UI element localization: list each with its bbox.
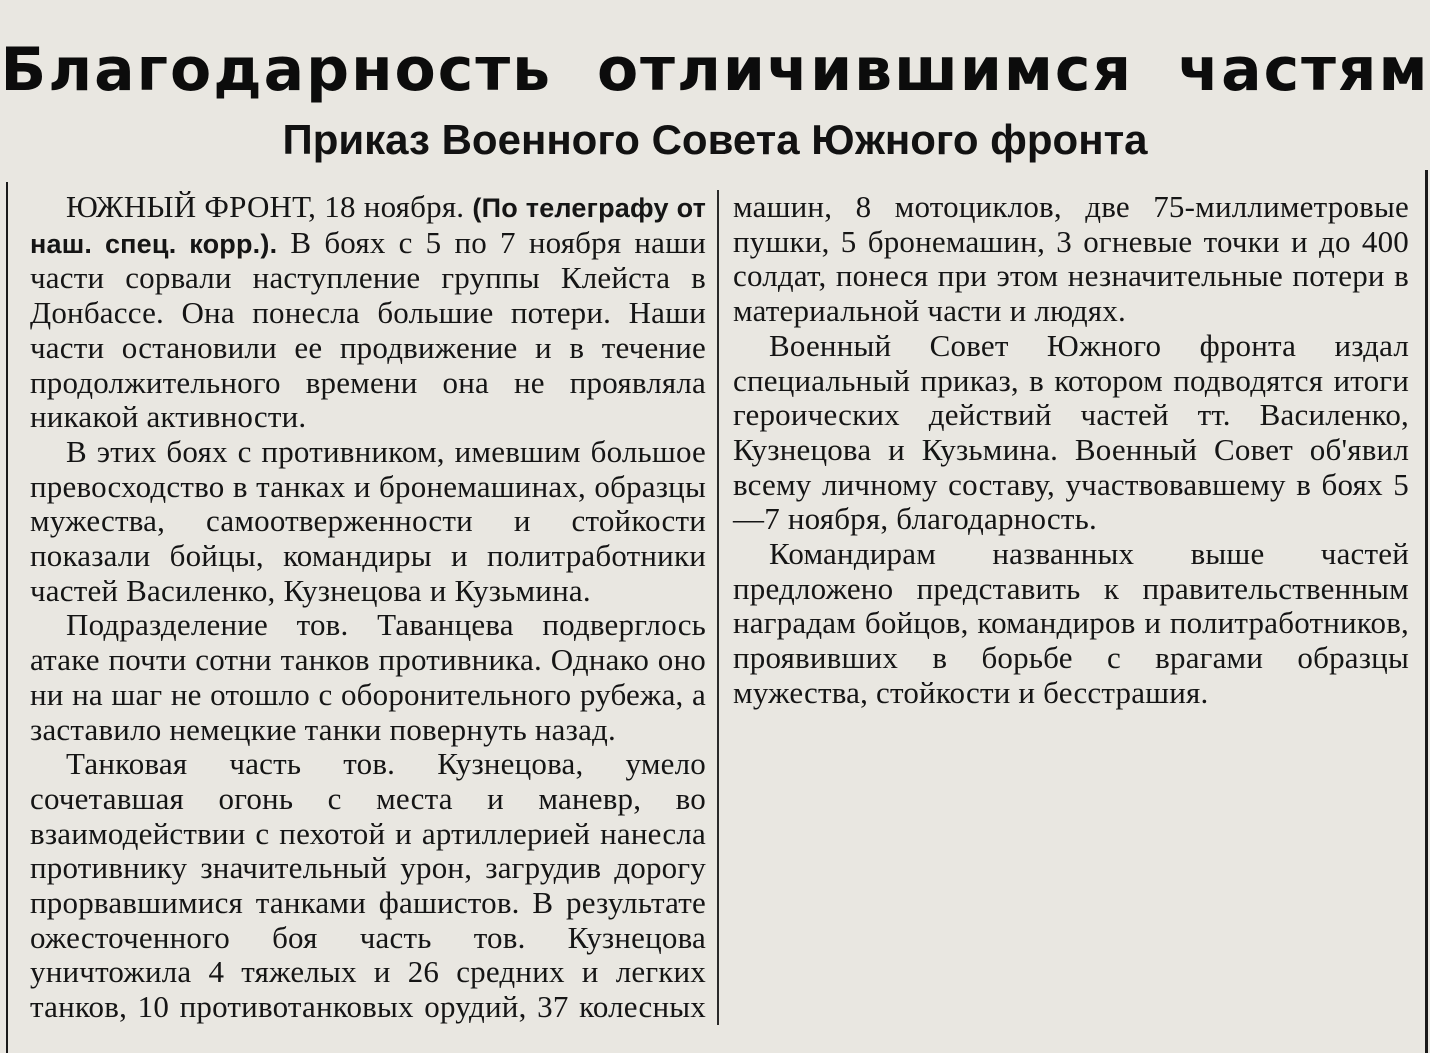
article-paragraph-1 [30,190,706,435]
article-paragraph-5: Военный Совет Южного фронта издал специальный приказ, в котором подводятся итоги героических действий частей тт. Василенко, Кузнецова и Кузьмина. Военный Совет об'явил всему личному составу, участвовавшему в боях 5—7 ноября, благодарность. [733,327,1409,537]
article-paragraph-4: Танковая часть тов. Кузнецова, умело сочетавшая огонь с места и маневр, во взаимодействии с пехотой и артиллерией нанесла противнику значительный урон, загрудив дорогу прорвавшимися танками фашистов. В результате ожесточенного боя часть тов. Кузнецова уничтожила 4 тяжелых и 26 средних и легких танков, 10 противотанковых орудий, 37 колесных [30,746,706,1025]
dateline: ЮЖНЫЙ ФРОНТ, 18 ноября. [66,189,465,224]
left-rule [6,182,8,1053]
article-paragraph-2: В этих боях с противником, имевшим большое превосходство в танках и бронемашинах, образцы мужества, самоотверженности и стойкости показали бойцы, командиры и политработники частей Василенко, Кузнецова и Кузьмина. [30,433,706,608]
paragraph-1-body: В боях с 5 по 7 ноября наши части сорвали наступление группы Клейста в Донбассе. Она понесла большие потери. Наши части остановили ее продвижение и в течение продолжительного времени она не проявляла никакой активности. [30,224,706,435]
subheadline: Приказ Военного Совета Южного фронта [282,116,1148,163]
byline: (По телеграфу от наш. спец. корр.). [30,193,707,259]
right-rule [1425,170,1428,1053]
article-paragraph-3: Подразделение тов. Таванцева подверглось атаке почти сотни танков противника. Однако оно ни на шаг не отошло с оборонительного рубежа, а заставило немецкие танки повернуть назад. [30,607,706,747]
article-paragraph-4-continued: машин, 8 мотоциклов, две 75-миллиметровые пушки, 5 бронемашин, 3 огневые точки и до 400 солдат, понеся при этом незначительные потери в материальной части и людях. [733,189,1409,329]
article-column-left [30,190,706,1025]
headline: Благодарность отличившимся частям [0,35,1430,105]
article-column-right [733,190,1409,711]
article-paragraph-6: Командирам названных выше частей предложено представить к правительственным наградам бойцов, командиров и политработников, проявивших в борьбе с врагами образцы мужества, стойкости и бесстрашия. [733,536,1409,710]
column-rule [717,190,719,1025]
